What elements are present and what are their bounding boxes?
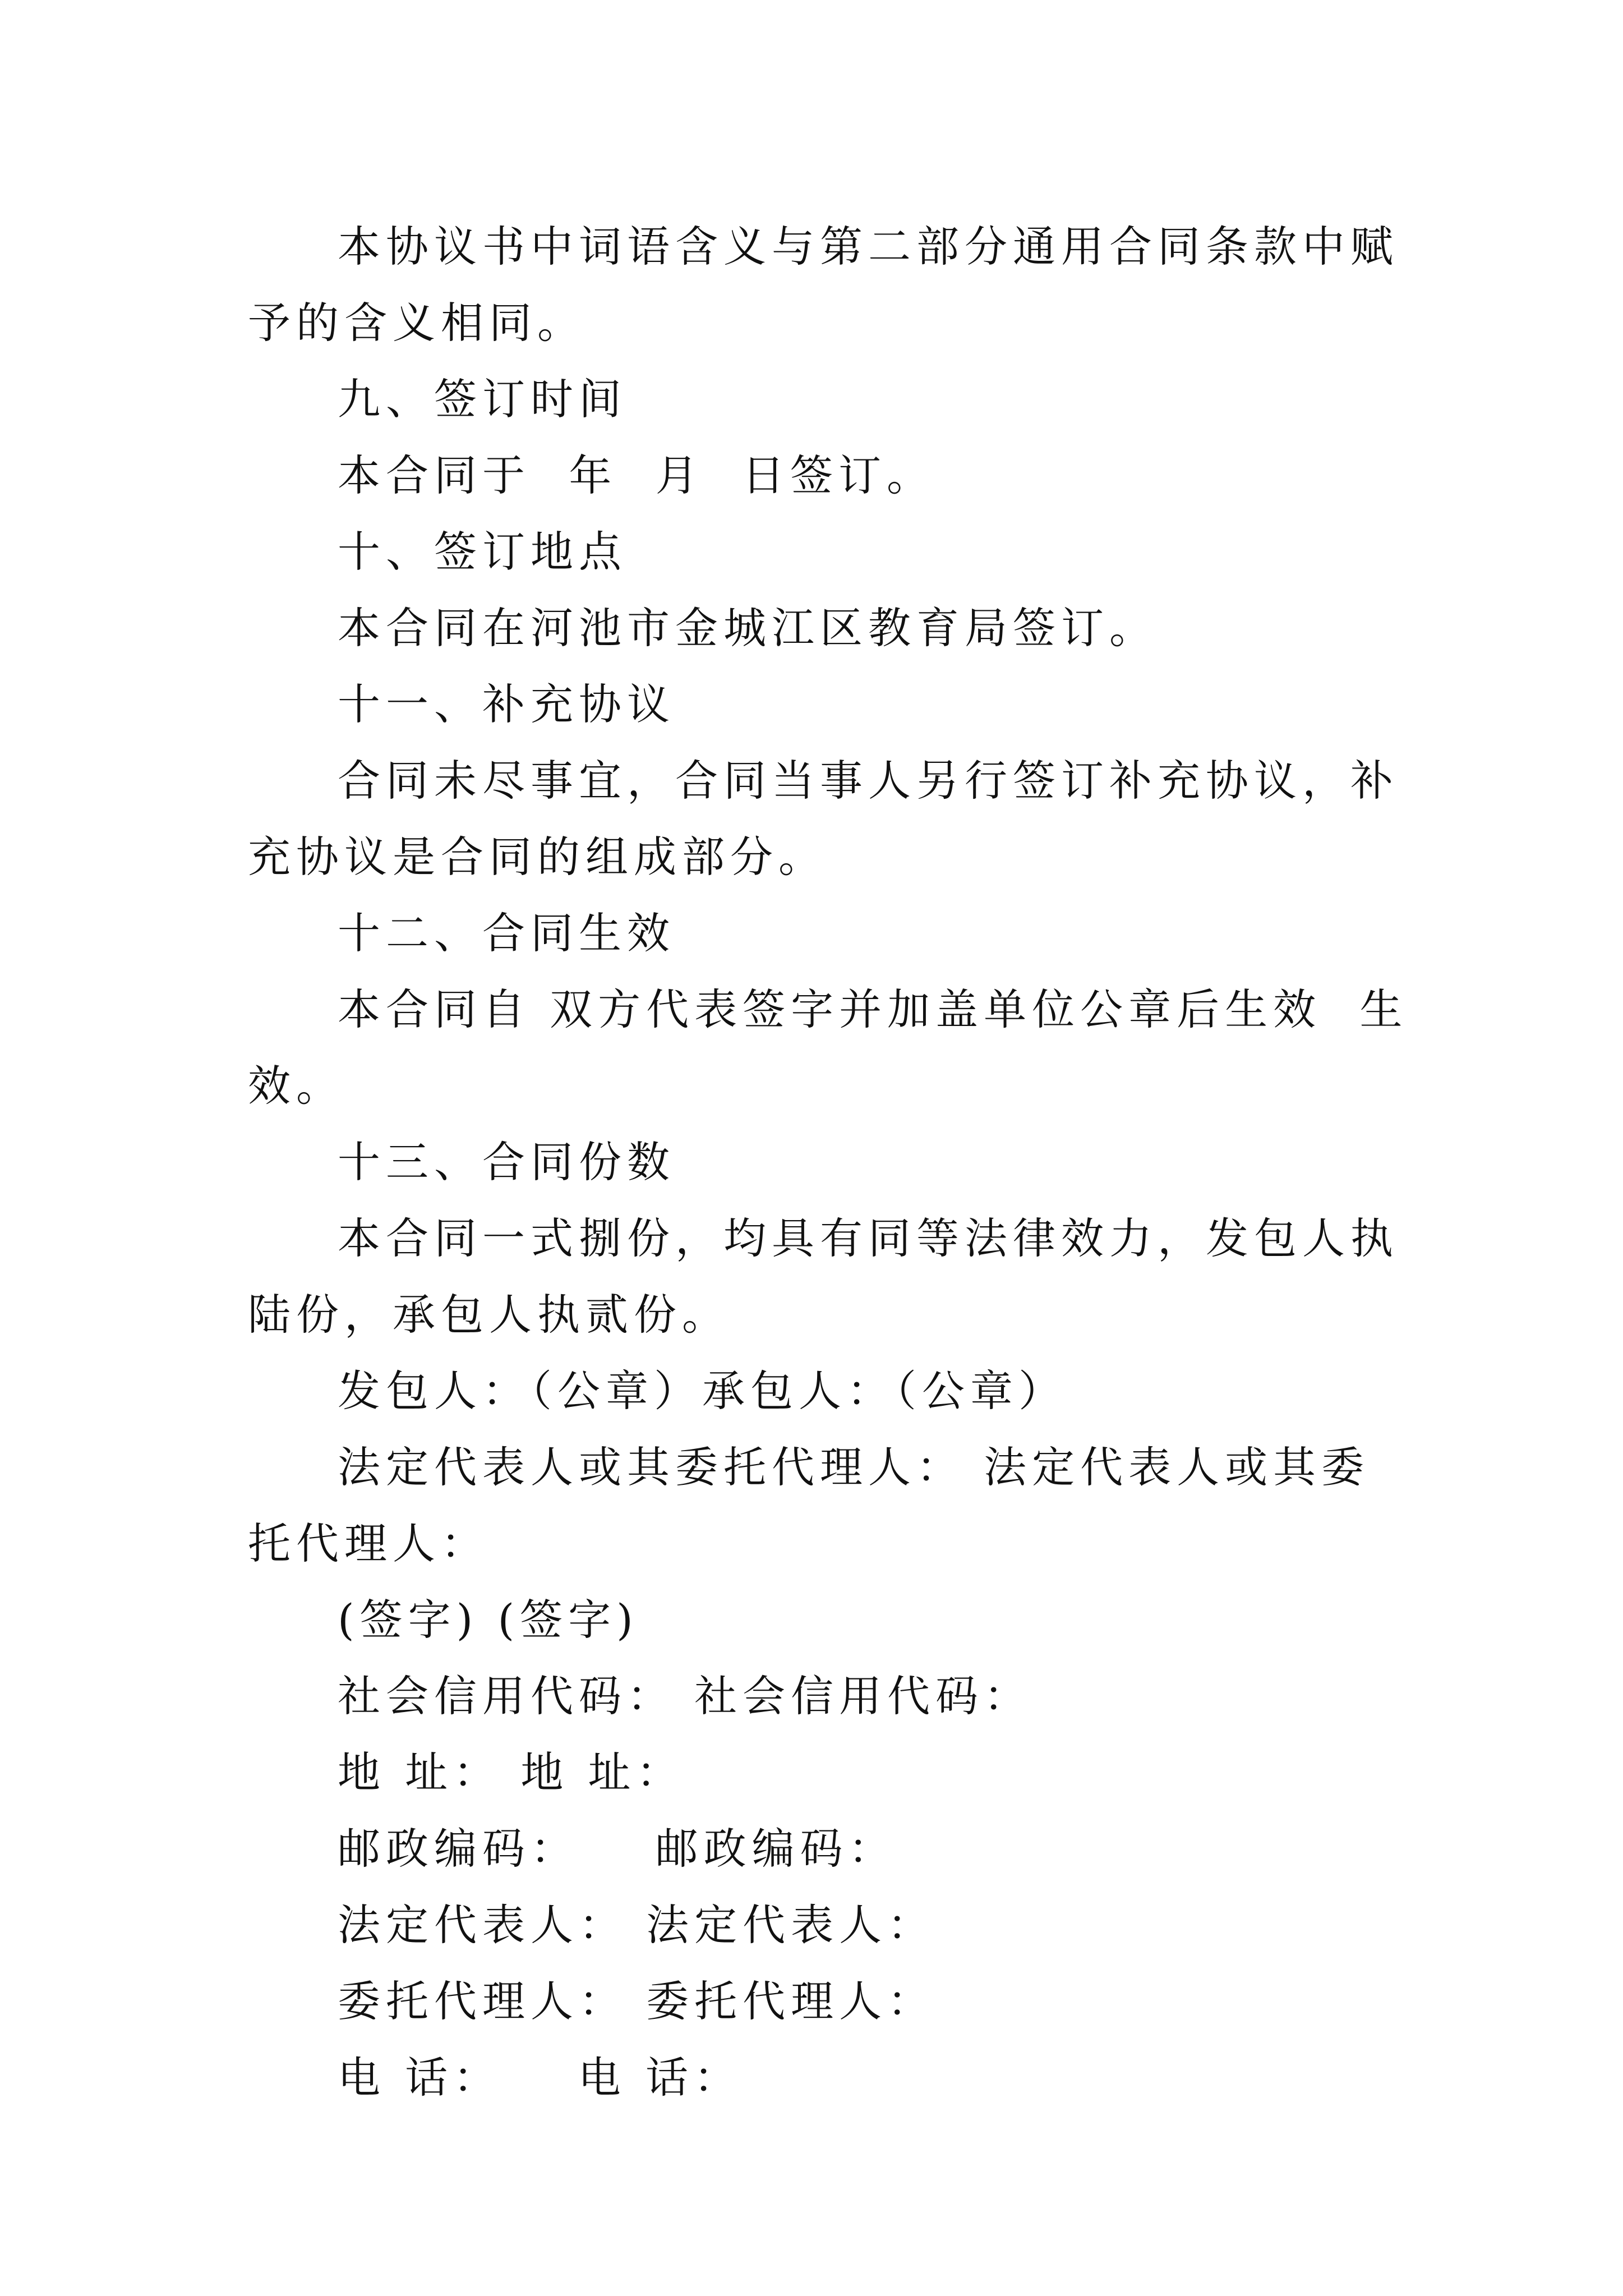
heading-contract-effect: 十二、合同生效 — [338, 908, 675, 958]
signature-phone: 电 话： 电 话： — [338, 2053, 742, 2102]
heading-supplementary-agreement: 十一、补充协议 — [338, 679, 675, 729]
paragraph-definitions: 本协议书中词语含义与第二部分通用合同条款中赋予的含义相同。 — [248, 222, 1399, 348]
paragraph-contract-copies: 本合同一式捌份，均具有同等法律效力，发包人执陆份，承包人执贰份。 — [248, 1213, 1399, 1340]
signature-address: 地 址： 地 址： — [338, 1747, 685, 1797]
heading-signing-time: 九、签订时间 — [338, 374, 627, 424]
paragraph-contract-effect: 本合同自 双方代表签字并加盖单位公章后生效 生效。 — [248, 984, 1408, 1111]
signature-credit-code: 社会信用代码： 社会信用代码： — [338, 1671, 1032, 1721]
heading-signing-place: 十、签订地点 — [338, 527, 627, 577]
paragraph-supplementary-agreement: 合同未尽事宜，合同当事人另行签订补充协议，补充协议是合同的组成部分。 — [248, 756, 1399, 882]
paragraph-signing-date: 本合同于 年 月 日签订。 — [338, 450, 935, 500]
paragraph-signing-place: 本合同在河池市金城江区教育局签订。 — [338, 603, 1158, 653]
heading-contract-copies: 十三、合同份数 — [338, 1137, 675, 1187]
document-body — [248, 209, 1409, 2116]
signature-authorized-agent: 委托代理人： 委托代理人： — [338, 1976, 936, 2026]
signature-sign-marks: (签字) (签字) — [338, 1595, 639, 1645]
signature-parties: 发包人：（公章）承包人：（公章） — [338, 1366, 1067, 1416]
signature-legal-representative: 法定代表人： 法定代表人： — [338, 1900, 936, 1950]
signature-postal-code: 邮政编码： 邮政编码： — [338, 1824, 897, 1874]
signature-legal-representatives: 法定代表人或其委托代理人： 法定代表人或其委托代理人： — [248, 1442, 1370, 1568]
